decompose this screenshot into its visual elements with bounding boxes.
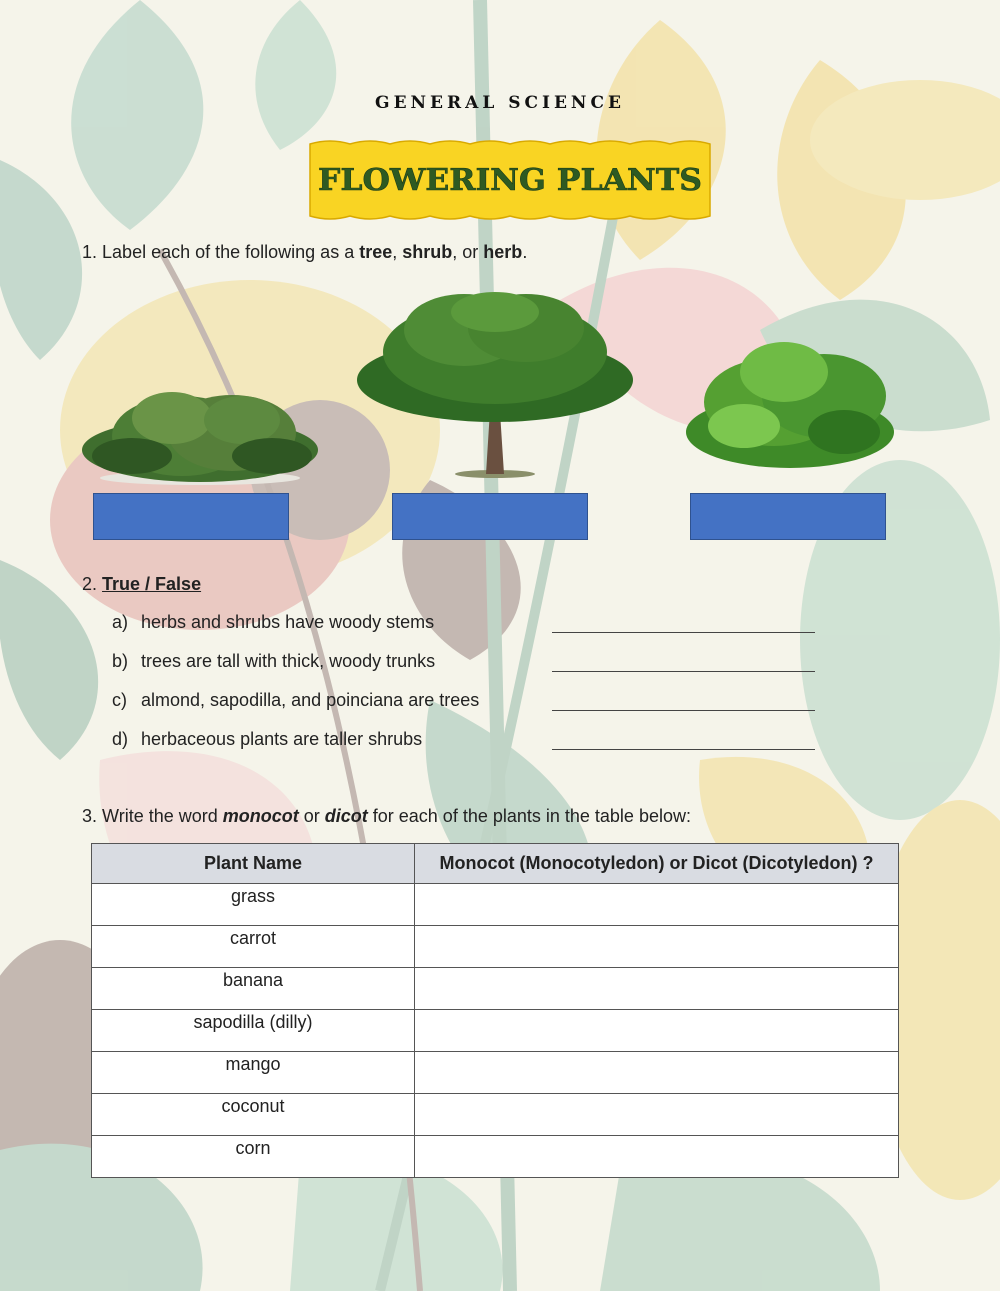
table-row (92, 968, 899, 1010)
word-shrub: shrub (402, 242, 453, 262)
question-3-suffix: for each of the plants in the table below: (367, 806, 691, 826)
item-text: herbaceous plants are taller shrubs (141, 729, 423, 749)
item-letter: a) (112, 612, 129, 632)
period: . (522, 242, 528, 262)
separator: , or (452, 242, 484, 262)
plant-name-cell: grass (92, 884, 415, 926)
table-header-row (92, 844, 899, 884)
word-dicot: dicot (324, 806, 368, 826)
question-1 (82, 242, 527, 263)
question-number: 1. (82, 242, 98, 262)
answer-line-c[interactable] (552, 710, 815, 711)
item-letter: b) (112, 651, 129, 671)
table-row (92, 926, 899, 968)
word-herb: herb (483, 242, 523, 262)
tf-item (112, 612, 434, 633)
banner-title: FLOWERING PLANTS (318, 163, 702, 198)
shrub-image (72, 378, 328, 486)
answer-box-herb[interactable] (690, 493, 886, 540)
answer-line-a[interactable] (552, 632, 815, 633)
plant-name-cell: coconut (92, 1094, 415, 1136)
answer-cell[interactable] (415, 1052, 899, 1094)
plant-name-cell: mango (92, 1052, 415, 1094)
header-classification: Monocot (Monocotyledon) or Dicot (Dicotyledon) ? (415, 844, 899, 884)
table-row (92, 1010, 899, 1052)
answer-cell[interactable] (415, 1136, 899, 1178)
item-text: almond, sapodilla, and poinciana are trees (141, 690, 480, 710)
tf-item (112, 729, 422, 750)
header-plant-name: Plant Name (92, 844, 415, 884)
plant-table (91, 843, 899, 1178)
tree-image (354, 290, 636, 480)
word-monocot: monocot (222, 806, 299, 826)
flowering-plants-banner (306, 138, 714, 222)
answer-cell[interactable] (415, 1094, 899, 1136)
question-number: 2. (82, 574, 98, 594)
subject-heading: GENERAL SCIENCE (375, 93, 625, 113)
answer-cell[interactable] (415, 968, 899, 1010)
table-row (92, 1052, 899, 1094)
question-number: 3. (82, 806, 98, 826)
answer-line-d[interactable] (552, 749, 815, 750)
answer-box-tree[interactable] (392, 493, 588, 540)
tf-item (112, 690, 479, 711)
answer-line-b[interactable] (552, 671, 815, 672)
plant-name-cell: sapodilla (dilly) (92, 1010, 415, 1052)
table-row (92, 1136, 899, 1178)
plant-name-cell: banana (92, 968, 415, 1010)
question-2 (82, 574, 201, 595)
plant-name-cell: corn (92, 1136, 415, 1178)
plant-name-cell: carrot (92, 926, 415, 968)
table-row (92, 1094, 899, 1136)
item-text: herbs and shrubs have woody stems (141, 612, 435, 632)
word-tree: tree (359, 242, 393, 262)
herb-image (684, 336, 896, 472)
separator: , (392, 242, 403, 262)
table-row (92, 884, 899, 926)
separator: or (298, 806, 325, 826)
item-text: trees are tall with thick, woody trunks (141, 651, 436, 671)
item-letter: c) (112, 690, 127, 710)
tf-item (112, 651, 435, 672)
question-3-text: Write the word (102, 806, 223, 826)
answer-cell[interactable] (415, 1010, 899, 1052)
answer-cell[interactable] (415, 926, 899, 968)
answer-box-shrub[interactable] (93, 493, 289, 540)
answer-cell[interactable] (415, 884, 899, 926)
question-2-title: True / False (102, 574, 202, 594)
question-1-text: Label each of the following as a (102, 242, 360, 262)
question-3 (82, 806, 691, 827)
item-letter: d) (112, 729, 129, 749)
